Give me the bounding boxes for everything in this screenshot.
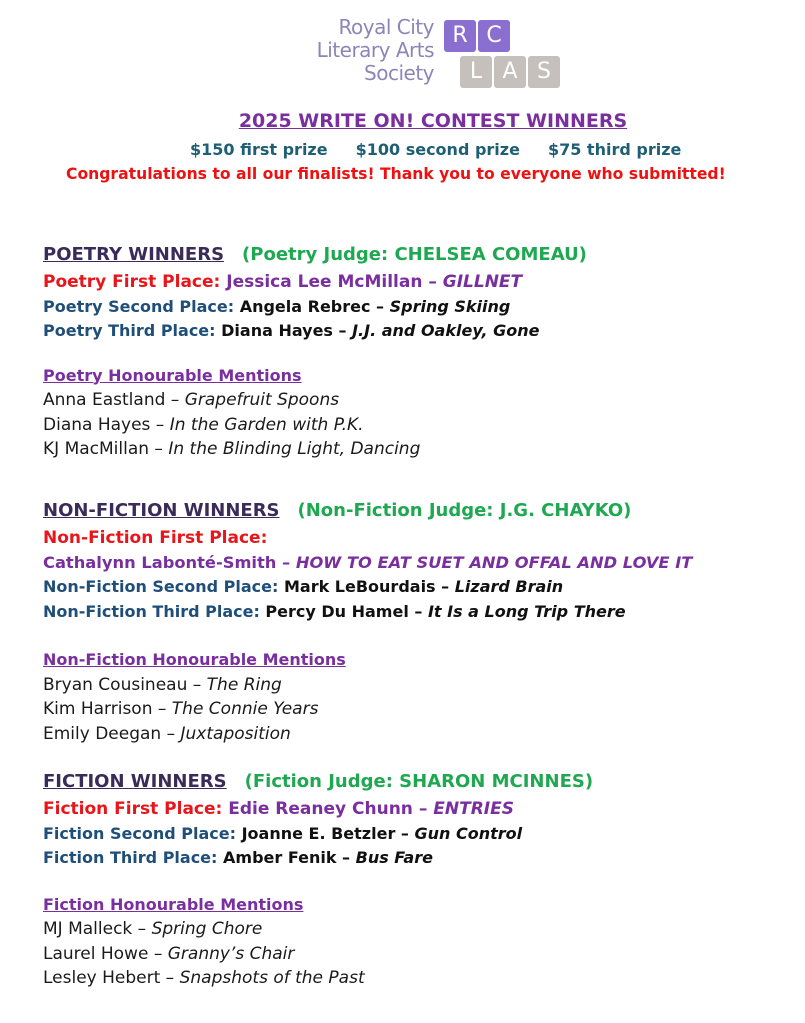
nonfiction-first-place	[43, 551, 793, 576]
nonfiction-hm-1	[43, 673, 793, 698]
nonfiction-third-name: Percy Du Hamel –	[259, 601, 428, 621]
nonfiction-hm-3	[43, 722, 793, 747]
hm-title: In the Blinding Light, Dancing	[168, 439, 421, 459]
fiction-first-title: ENTRIES	[433, 799, 514, 819]
poetry-hm-title: Poetry Honourable Mentions	[43, 365, 302, 385]
hm-name: MJ Malleck –	[43, 919, 152, 939]
fiction-second-name: Joanne E. Betzler –	[236, 823, 415, 843]
fiction-third-name: Amber Fenik –	[217, 848, 356, 867]
poetry-second-name: Angela Rebrec –	[234, 296, 390, 316]
hm-title: In the Garden with P.K.	[169, 414, 364, 435]
hm-title: Spring Chore	[151, 919, 263, 939]
fiction-judge: (Fiction Judge: SHARON MCINNES)	[244, 771, 594, 792]
hm-title: Juxtaposition	[180, 723, 291, 744]
logo-wordmark	[298, 16, 434, 85]
fiction-hm-title: Fiction Honourable Mentions	[43, 894, 304, 914]
nonfiction-third-title: It Is a Long Trip There	[427, 601, 626, 621]
hm-title: The Ring	[206, 674, 282, 695]
poetry-third-label: Poetry Third Place:	[43, 321, 216, 340]
poetry-third-place	[43, 319, 793, 344]
poetry-first-label: Poetry First Place:	[43, 272, 221, 292]
fiction-first-label: Fiction First Place:	[43, 799, 223, 819]
hm-name: KJ MacMillan –	[43, 439, 169, 459]
nonfiction-second-title: Lizard Brain	[454, 577, 564, 596]
rclas-logo	[298, 14, 568, 92]
fiction-hm-3	[43, 966, 793, 991]
hm-name: Kim Harrison –	[43, 699, 172, 719]
page-title: 2025 WRITE ON! CONTEST WINNERS	[238, 110, 628, 132]
fiction-heading-title: FICTION WINNERS	[43, 771, 227, 792]
nonfiction-second-place	[43, 575, 793, 600]
third-prize: $75 third prize	[547, 140, 682, 159]
fiction-third-title: Bus Fare	[355, 848, 433, 867]
nonfiction-heading	[43, 496, 793, 526]
fiction-second-label: Fiction Second Place:	[43, 823, 236, 843]
poetry-first-name: Jessica Lee McMillan –	[220, 272, 443, 292]
hm-name: Laurel Howe –	[43, 943, 168, 964]
nonfiction-first-label: Non-Fiction First Place:	[43, 528, 268, 548]
fiction-second-title: Gun Control	[414, 823, 523, 843]
fiction-first-name: Edie Reaney Chunn –	[222, 799, 434, 819]
nonfiction-heading-title: NON-FICTION WINNERS	[43, 500, 280, 521]
nonfiction-second-name: Mark LeBourdais –	[278, 577, 455, 596]
nonfiction-section	[43, 496, 793, 746]
logo-line-3: Society	[364, 61, 434, 85]
hm-name: Anna Eastland –	[43, 390, 185, 410]
hm-name: Lesley Hebert –	[43, 968, 180, 988]
poetry-section	[43, 240, 793, 462]
nonfiction-first-name: Cathalynn Labonté-Smith –	[43, 552, 296, 572]
poetry-second-label: Poetry Second Place:	[43, 296, 235, 316]
logo-line-1: Royal City	[338, 15, 434, 39]
fiction-third-place	[43, 846, 793, 871]
logo-line-2: Literary Arts	[316, 38, 434, 62]
poetry-first-title: GILLNET	[442, 272, 523, 292]
logo-tile-a: A	[494, 56, 526, 88]
fiction-heading	[43, 767, 793, 797]
nonfiction-second-label: Non-Fiction Second Place:	[43, 577, 279, 596]
nonfiction-first-title: HOW TO EAT SUET AND OFFAL AND LOVE IT	[295, 552, 693, 572]
nonfiction-judge: (Non-Fiction Judge: J.G. CHAYKO)	[297, 500, 632, 521]
hm-title: Grapefruit Spoons	[184, 390, 340, 410]
fiction-section	[43, 767, 793, 991]
nonfiction-hm-title: Non-Fiction Honourable Mentions	[43, 650, 346, 669]
second-prize: $100 second prize	[355, 140, 520, 159]
poetry-second-title: Spring Skiing	[389, 296, 511, 316]
logo-tile-l: L	[460, 56, 492, 88]
logo-tile-c: C	[478, 20, 510, 52]
fiction-second-place	[43, 822, 793, 847]
hm-name: Diana Hayes –	[43, 414, 170, 435]
poetry-first-place	[43, 270, 793, 295]
fiction-first-place	[43, 797, 793, 822]
nonfiction-third-label: Non-Fiction Third Place:	[43, 601, 260, 621]
poetry-second-place	[43, 295, 793, 320]
congratulations-message: Congratulations to all our finalists! Thank you to everyone who submitted!	[66, 165, 726, 183]
poetry-hm-1	[43, 388, 793, 413]
logo-tile-s: S	[528, 56, 560, 88]
poetry-hm-3	[43, 437, 793, 462]
poetry-heading	[43, 240, 793, 270]
poetry-third-name: Diana Hayes –	[215, 321, 353, 340]
hm-title: The Connie Years	[171, 699, 319, 719]
fiction-hm-1	[43, 917, 793, 942]
prize-amounts	[190, 140, 681, 159]
hm-name: Emily Deegan –	[43, 723, 181, 744]
logo-tile-r: R	[444, 20, 476, 52]
fiction-third-label: Fiction Third Place:	[43, 848, 218, 867]
first-prize: $150 first prize	[190, 140, 328, 159]
poetry-third-title: J.J. and Oakley, Gone	[352, 321, 540, 340]
hm-title: Granny’s Chair	[167, 943, 295, 964]
nonfiction-hm-2	[43, 697, 793, 722]
poetry-heading-title: POETRY WINNERS	[43, 244, 225, 265]
hm-title: Snapshots of the Past	[179, 968, 365, 988]
hm-name: Bryan Cousineau –	[43, 674, 207, 695]
fiction-hm-2	[43, 942, 793, 967]
nonfiction-third-place	[43, 600, 793, 625]
poetry-judge: (Poetry Judge: CHELSEA COMEAU)	[242, 244, 587, 265]
poetry-hm-2	[43, 413, 793, 438]
